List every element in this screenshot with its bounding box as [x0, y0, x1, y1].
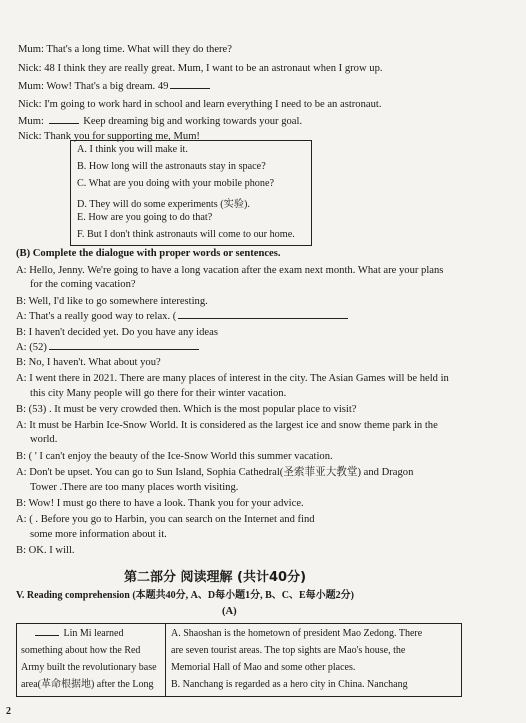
- dialogue-line: B: Well, I'd like to go somewhere interesting.: [16, 296, 208, 307]
- option-b: B. How long will the astronauts stay in space?: [77, 161, 266, 172]
- dialogue-line: for the coming vacation?: [30, 279, 136, 290]
- page-number: 2: [6, 706, 11, 717]
- dialogue-line: A: ( . Before you go to Harbin, you can search on the Internet and find: [16, 514, 315, 525]
- dialogue-line: Tower .There are too many places worth visiting.: [30, 482, 239, 493]
- answer-blank[interactable]: [49, 349, 199, 350]
- dialogue-line: Mum: Keep dreaming big and working towards your goal.: [18, 116, 303, 127]
- dialogue-line: Mum: That's a long time. What will they do there?: [18, 44, 232, 55]
- dialogue-line: A: It must be Harbin Ice-Snow World. It is considered as the largest ice and snow theme park in the: [16, 420, 438, 431]
- dialogue-line: A: Don't be upset. You can go to Sun Island, Sophia Cathedral(圣索菲亚大教堂) and Dragon: [16, 467, 414, 478]
- option-c: C. What are you doing with your mobile phone?: [77, 178, 275, 189]
- dialogue-line: B: No, I haven't. What about you?: [16, 357, 161, 368]
- dialogue-line: this city Many people will go there for their winter vacation.: [30, 388, 287, 399]
- answer-blank[interactable]: [35, 635, 59, 636]
- right-column: A. Shaoshan is the hometown of president Mao Zedong. There are seven tourist areas. The top sights are Mao's house, the Memorial Hall of Mao and some other places. B. Nanchang is regarded as a hero city in China. Nanchang: [171, 628, 423, 690]
- answer-blank[interactable]: [178, 318, 348, 319]
- dialogue-line: world.: [30, 434, 58, 445]
- answer-blank[interactable]: [170, 88, 210, 89]
- passage-label: (A): [222, 606, 237, 617]
- option-e: E. How are you going to do that?: [77, 212, 213, 223]
- dialogue-line: B: (53) . It must be very crowded then. Which is the most popular place to visit?: [16, 404, 357, 415]
- table-divider: [165, 624, 166, 696]
- dialogue-line: B: ( ' I can't enjoy the beauty of the Ice-Snow World this summer vacation.: [16, 451, 333, 462]
- matching-table: [16, 623, 462, 697]
- dialogue-line: B: Wow! I must go there to have a look. Thank you for your advice.: [16, 498, 304, 509]
- dialogue-line: Nick: 48 I think they are really great. Mum, I want to be an astronaut when I grow up.: [18, 63, 383, 74]
- dialogue-line: A: I went there in 2021. There are many places of interest in the city. The Asian Games will be held in: [16, 373, 449, 384]
- option-f: F. But I don't think astronauts will come to our home.: [77, 229, 295, 240]
- dialogue-line: B: I haven't decided yet. Do you have any ideas: [16, 327, 218, 338]
- dialogue-line: some more information about it.: [30, 529, 167, 540]
- option-d: D. They will do some experiments (实验).: [77, 199, 250, 210]
- part-title: 第二部分 阅读理解 (共计40分): [124, 570, 307, 585]
- dialogue-line: Nick: Thank you for supporting me, Mum!: [18, 131, 200, 142]
- dialogue-line: B: OK. I will.: [16, 545, 75, 556]
- dialogue-line: Mum: Wow! That's a big dream. 49: [18, 81, 212, 94]
- dialogue-line: A: Hello, Jenny. We're going to have a long vacation after the exam next month. What are your plans: [16, 265, 444, 276]
- dialogue-line: Nick: I'm going to work hard in school and learn everything I need to be an astronaut.: [18, 99, 382, 110]
- dialogue-line: A: That's a really good way to relax. (: [16, 311, 350, 324]
- left-column: Lin Mi learned something about how the Red Army built the revolutionary base area(革命根据地) after the Long: [21, 628, 157, 690]
- section-b-heading: (B) Complete the dialogue with proper words or sentences.: [16, 248, 281, 259]
- answer-blank[interactable]: [49, 123, 79, 124]
- dialogue-line: A: (52): [16, 342, 201, 355]
- option-a: A. I think you will make it.: [77, 144, 188, 155]
- part-subtitle: V. Reading comprehension (本题共40分, A、D每小题1分, B、C、E每小题2分): [16, 590, 354, 601]
- options-box: [70, 140, 312, 246]
